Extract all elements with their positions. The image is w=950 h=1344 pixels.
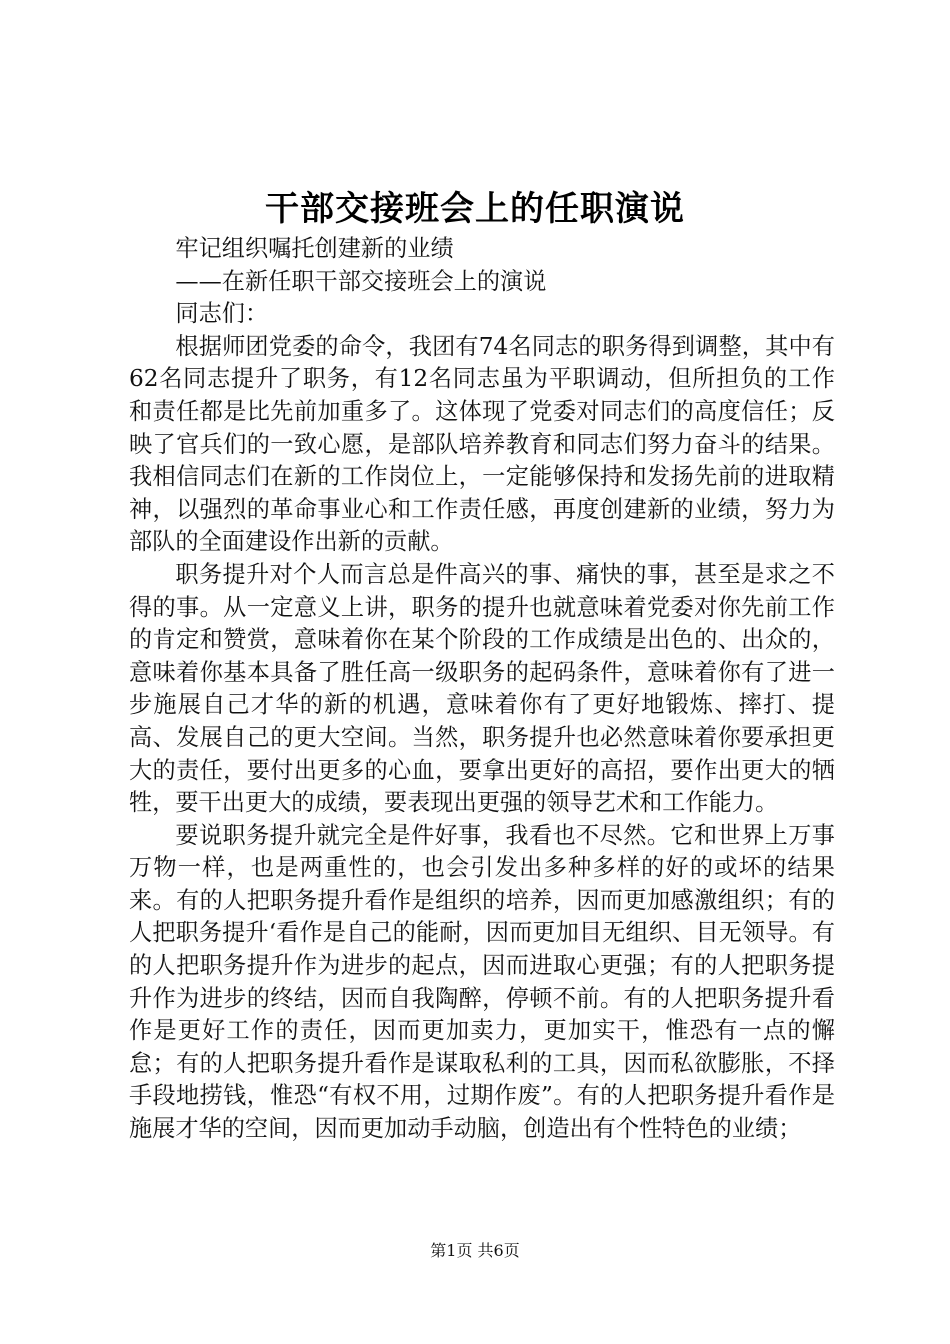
document-title: 干部交接班会上的任职演说: [265, 189, 685, 229]
salutation: 同志们：: [175, 300, 269, 328]
document-subtitle: 牢记组织嘱托创建新的业绩: [175, 235, 454, 262]
body-paragraph-3: 要说职务提升就完全是件好事，我看也不尽然。它和世界上万事万物一样，也是两重性的，也会引发出多种多样的好的或坏的结果来。有的人把职务提升看作是组织的培养，因而更加感激组织；有的人把职务提升‘看作是自己的能耐，因而更加目无组织、目无领导。有的人把职务提升作为进步的起点，因而进取心更强；有的人把职务提升作为进步的终结，因而自我陶醉，停顿不前。有的人把职务提升看作是更好工作的责任，因而更加卖力，更加实干，惟恐有一点的懈怠；有的人把职务提升看作是谋取私利的工具，因而私欲膨胀，不择手段地捞钱，惟恐“有权不用，过期作废”。有的人把职务提升看作是施展才华的空间，因而更加动手动脑，创造出有个性特色的业绩；: [129, 821, 835, 1143]
document-body: [129, 233, 835, 1146]
body-paragraph-1: 根据师团党委的命令，我团有74名同志的职务得到调整，其中有62名同志提升了职务，有12名同志虽为平职调动，但所担负的工作和责任都是比先前加重多了。这体现了党委对同志们的高度信任；反映了官兵们的一致心愿，是部队培养教育和同志们努力奋斗的结果。我相信同志们在新的工作岗位上，一定能够保持和发扬先前的进取精神，以强烈的革命事业心和工作责任感，再度创建新的业绩，努力为部队的全面建设作出新的贡献。: [129, 332, 835, 556]
document-subheading: ——在新任职干部交接班会上的演说: [175, 267, 547, 295]
page-number-footer: 第1页 共6页: [430, 1241, 520, 1260]
body-paragraph-2: 职务提升对个人而言总是件高兴的事、痛快的事，甚至是求之不得的事。从一定意义上讲，职务的提升也就意味着党委对你先前工作的肯定和赞赏，意味着你在某个阶段的工作成绩是出色的、出众的，意味着你基本具备了胜任高一级职务的起码条件，意味着你有了进一步施展自己才华的新的机遇，意味着你有了更好地锻炼、摔打、提高、发展自己的更大空间。当然，职务提升也必然意味着你要承担更大的责任，要付出更多的心血，要拿出更好的高招，要作出更大的牺牲，要干出更大的成绩，要表现出更强的领导艺术和工作能力。: [129, 560, 835, 817]
